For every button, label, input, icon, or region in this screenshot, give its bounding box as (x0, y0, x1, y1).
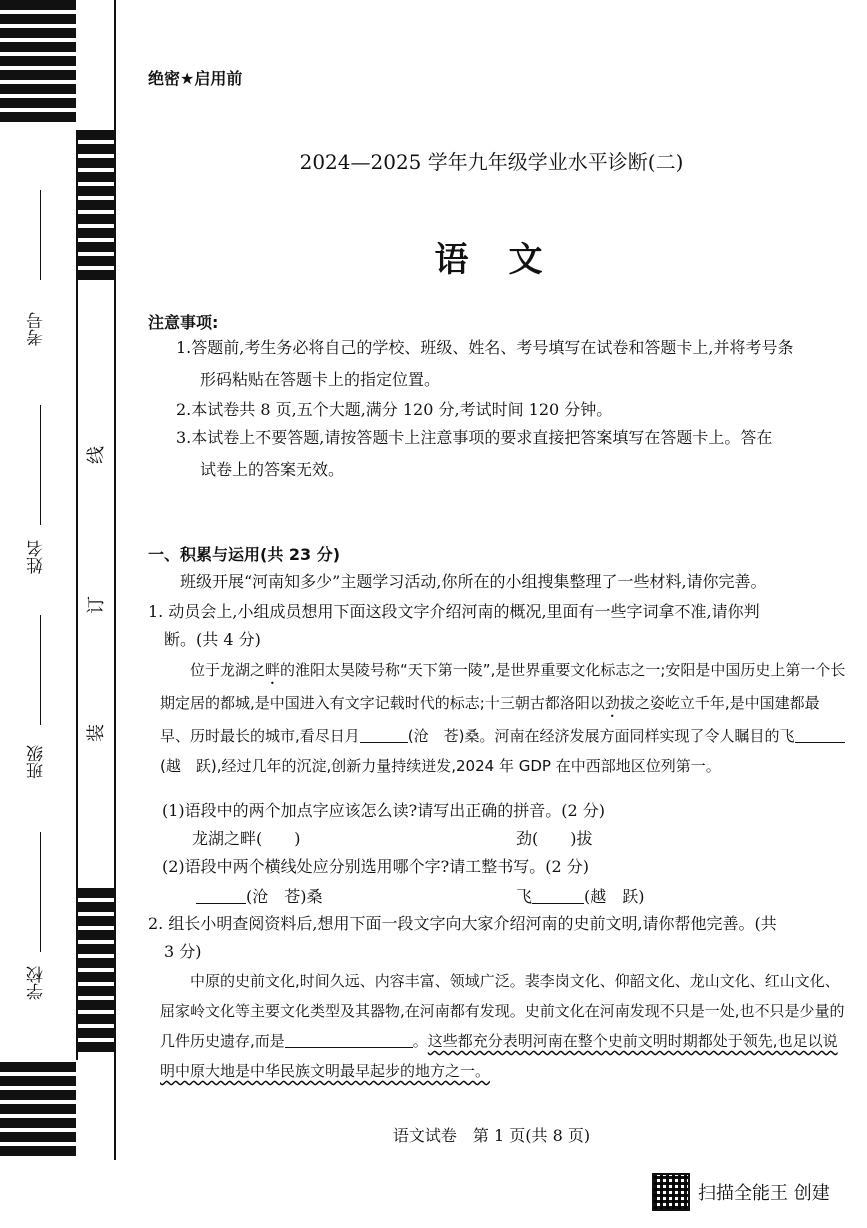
note-text: 1.答题前,考生务必将自己的学校、班级、姓名、考号填写在试卷和答题卡上,并将考号条 (176, 338, 794, 357)
binding-bar (78, 888, 114, 898)
passage-text: 位于龙湖之 (190, 661, 266, 679)
answer-blank[interactable] (532, 887, 584, 904)
wavy-underlined-text: 这些都充分表明河南在整个史前文明时期都处于领先,也足以说明中原大地是中华民族文明最早起步的地方之一。 (160, 1032, 838, 1080)
binding-bar (78, 972, 114, 982)
question-text: 2. 组长小明查阅资料后,想用下面一段文字向大家介绍河南的史前文明,请你帮他完善。(共 (148, 914, 777, 933)
binding-bar (78, 186, 114, 196)
binding-bar (78, 1014, 114, 1024)
ding-mark: 订 (86, 596, 107, 614)
question-text: 1. 动员会上,小组成员想用下面这段文字介绍河南的概况,里面有一些字词拿不准,请你判 (148, 602, 760, 621)
school-label: 学校 (27, 966, 47, 1000)
binding-bar (0, 56, 76, 66)
qr-code-icon (652, 1173, 690, 1211)
answer-pinyin-1[interactable]: 龙湖之畔( ) (192, 829, 301, 848)
answer-pinyin-2[interactable]: 劲( )拔 (516, 829, 593, 848)
scanner-label: 扫描全能王 创建 (698, 1183, 830, 1204)
notes-title: 注意事项: (148, 313, 219, 332)
binding-bar (0, 1146, 76, 1156)
binding-bar (0, 1090, 76, 1100)
binding-bar (78, 200, 114, 210)
answer-blank[interactable] (360, 726, 408, 743)
binding-bar (0, 14, 76, 24)
answer-char-1[interactable] (196, 884, 323, 907)
binding-bar (78, 944, 114, 954)
options-text: (越 跃) (584, 887, 645, 906)
question-2-passage (160, 966, 848, 1086)
binding-bar (78, 1042, 114, 1052)
class-blank[interactable] (40, 615, 41, 725)
secret-label: 绝密★启用前 (148, 69, 243, 88)
answer-blank[interactable] (196, 887, 246, 904)
options-text: (沧 苍)桑 (246, 887, 323, 906)
sub-question-1: (1)语段中的两个加点字应该怎么读?请写出正确的拼音。(2 分) (162, 801, 605, 820)
binding-bar (0, 98, 76, 108)
binding-bar (0, 1104, 76, 1114)
binding-bar (0, 1062, 76, 1072)
passage-text: 拔之姿屹立千年,是中国建都最早、历时最长的城市,看尽日月 (160, 694, 820, 745)
passage-text: 的淮阳太昊陵号称“天下第一陵”,是世界重要文化标志之一;安阳是中国历史上第一个长期定居的都城,是中国进入有文字记载时代的标志;十三朝古都洛阳以 (160, 661, 846, 712)
binding-bar (78, 1000, 114, 1010)
note-text: 3.本试卷上不要答题,请按答题卡上注意事项的要求直接把答案填写在答题卡上。答在 (176, 428, 773, 447)
class-label: 班级 (27, 745, 47, 779)
passage-text: (沧 苍)桑。河南在经济发展方面同样实现了令人瞩目的飞 (407, 727, 795, 745)
binding-bar (0, 1076, 76, 1086)
binding-bar (78, 916, 114, 926)
line-mark: 线 (86, 446, 107, 464)
binding-bar (78, 902, 114, 912)
scanner-watermark (652, 1172, 830, 1212)
answer-blank[interactable] (285, 1031, 413, 1048)
binding-bar (0, 70, 76, 80)
binding-bar (78, 986, 114, 996)
passage-text: (越 跃),经过几年的沉淀,创新力量持续迸发,2024 年 GDP 在中西部地区位列第一。 (160, 757, 721, 775)
binding-bar (0, 84, 76, 94)
binding-bar (0, 28, 76, 38)
question-2-stem (148, 910, 848, 966)
note-item (176, 332, 848, 396)
binding-bar (78, 930, 114, 940)
binding-strip (0, 0, 116, 1228)
binding-bar (78, 1028, 114, 1038)
note-item (176, 422, 848, 486)
exam-title: 2024—2025 学年九年级学业水平诊断(二) (299, 150, 684, 174)
section-intro: 班级开展“河南知多少”主题学习活动,你所在的小组搜集整理了一些材料,请你完善。 (180, 572, 767, 591)
passage-text: 。 (412, 1032, 428, 1050)
question-text: 断。(共 4 分) (164, 630, 261, 649)
exam-no-label: 考号 (27, 312, 47, 346)
answer-blank[interactable] (795, 726, 845, 743)
subject-title: 语文 (434, 240, 583, 280)
school-blank[interactable] (40, 832, 41, 952)
section-title: 一、积累与运用(共 23 分) (148, 545, 341, 564)
dotted-char: 劲 (604, 694, 620, 712)
name-blank[interactable] (40, 405, 41, 525)
binding-bar (0, 112, 76, 122)
note-text: 2.本试卷共 8 页,五个大题,满分 120 分,考试时间 120 分钟。 (176, 400, 613, 419)
sub-question-2: (2)语段中两个横线处应分别选用哪个字?请工整书写。(2 分) (162, 857, 589, 876)
binding-bar (78, 958, 114, 968)
answer-char-2[interactable] (516, 884, 645, 907)
note-text: 形码粘贴在答题卡上的指定位置。 (200, 370, 441, 389)
dotted-char: 畔 (265, 661, 281, 679)
note-text: 试卷上的答案无效。 (200, 460, 345, 479)
name-label: 姓名 (27, 540, 47, 574)
question-1-passage (160, 655, 848, 781)
binding-bar (0, 0, 76, 10)
options-text: 飞 (516, 887, 533, 906)
binding-bar (78, 130, 114, 140)
question-text: 3 分) (164, 942, 202, 961)
zhuang-mark: 装 (86, 724, 107, 742)
page-footer: 语文试卷 第 1 页(共 8 页) (392, 1126, 591, 1145)
passage-text: 中原的史前文化,时间久远、内容丰富、领域广泛。裴李岗文化、仰韶文化、龙山文化、红山文化、屈家岭文化等主要文化类型及其器物,在河南都有发现。史前文化在河南发现不只是一处,也不只是少量的几件历史遗存,而是 (160, 972, 845, 1050)
binding-bar (78, 214, 114, 224)
binding-bar (0, 42, 76, 52)
question-1-stem (148, 598, 848, 654)
